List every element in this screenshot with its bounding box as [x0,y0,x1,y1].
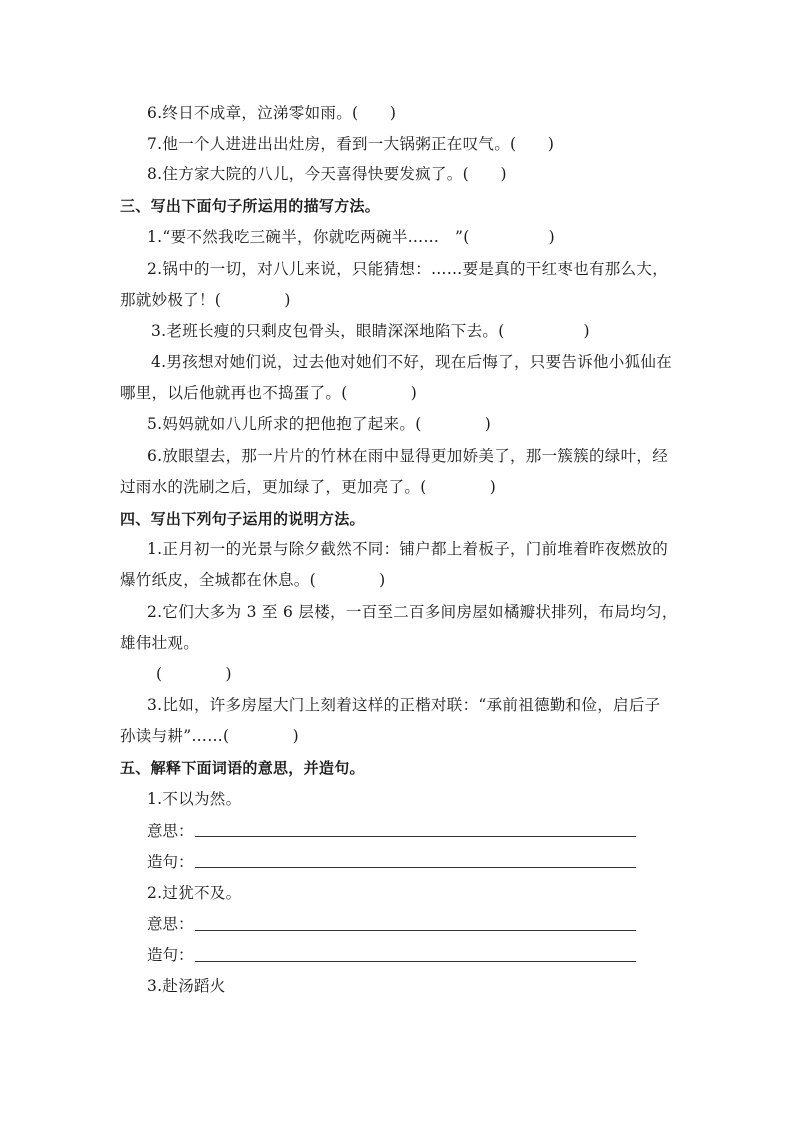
question-4-1-line2: 爆竹纸皮，全城都在休息。( ) [120,571,386,589]
word-2: 2.过犹不及。 [147,884,242,902]
question-4-3-line1: 3.比如，许多房屋大门上刻着这样的正楷对联：“承前祖德勤和俭，启后子 [147,696,661,714]
question-4-2-answer-blank: ( ) [156,665,232,683]
question-2-7: 7.他一个人进进出出灶房，看到一大锅粥正在叹气。( ) [147,135,555,153]
word-2-sentence-label: 造句： [147,946,194,964]
word-2-meaning-label: 意思： [147,915,194,933]
word-1-sentence-line[interactable] [195,867,636,868]
question-4-2-line1: 2.它们大多为 3 至 6 层楼，一百至二百多间房屋如橘瓣状排列，布局均匀， [147,603,678,621]
question-3-3: 3.老班长瘦的只剩皮包骨头，眼睛深深地陷下去。( ) [151,322,590,340]
section-three-heading: 三、写出下面句子所运用的描写方法。 [120,197,381,215]
question-3-4-line2: 哪里，以后他就再也不捣蛋了。( ) [120,384,418,402]
word-1: 1.不以为然。 [147,790,242,808]
question-3-6-line1: 6.放眼望去，那一片片的竹林在雨中显得更加娇美了，那一簇簇的绿叶，经 [147,447,668,465]
word-3: 3.赴汤蹈火 [147,977,226,995]
section-four-heading: 四、写出下列句子运用的说明方法。 [120,510,365,528]
question-3-4-line1: 4.男孩想对她们说，过去他对她们不好，现在后悔了，只要告诉他小狐仙在 [151,353,672,371]
word-2-meaning-line[interactable] [195,930,636,931]
question-3-2-line2: 那就妙极了！( ) [120,291,291,309]
question-3-5: 5.妈妈就如八儿所求的把他抱了起来。( ) [147,415,492,433]
question-4-3-line2: 孙读与耕”……( ) [120,727,299,745]
question-4-2-line2: 雄伟壮观。 [120,634,200,652]
word-1-sentence-label: 造句： [147,853,194,871]
question-2-8: 8.住方家大院的八儿，今天喜得快要发疯了。( ) [147,165,507,183]
question-4-1-line1: 1.正月初一的光景与除夕截然不同：铺户都上着板子，门前堆着昨夜燃放的 [147,540,668,558]
section-five-heading: 五、解释下面词语的意思，并造句。 [120,759,365,777]
question-2-6: 6.终日不成章，泣涕零如雨。( ) [147,104,397,122]
question-3-2-line1: 2.锅中的一切，对八儿来说，只能猜想：……要是真的干红枣也有那么大， [147,260,668,278]
word-2-sentence-line[interactable] [195,961,636,962]
question-3-1: 1.“要不然我吃三碗半，你就吃两碗半…… ”( ) [147,228,555,246]
question-3-6-line2: 过雨水的洗刷之后，更加绿了，更加亮了。( ) [120,478,497,496]
word-1-meaning-label: 意思： [147,822,194,840]
word-1-meaning-line[interactable] [195,836,636,837]
